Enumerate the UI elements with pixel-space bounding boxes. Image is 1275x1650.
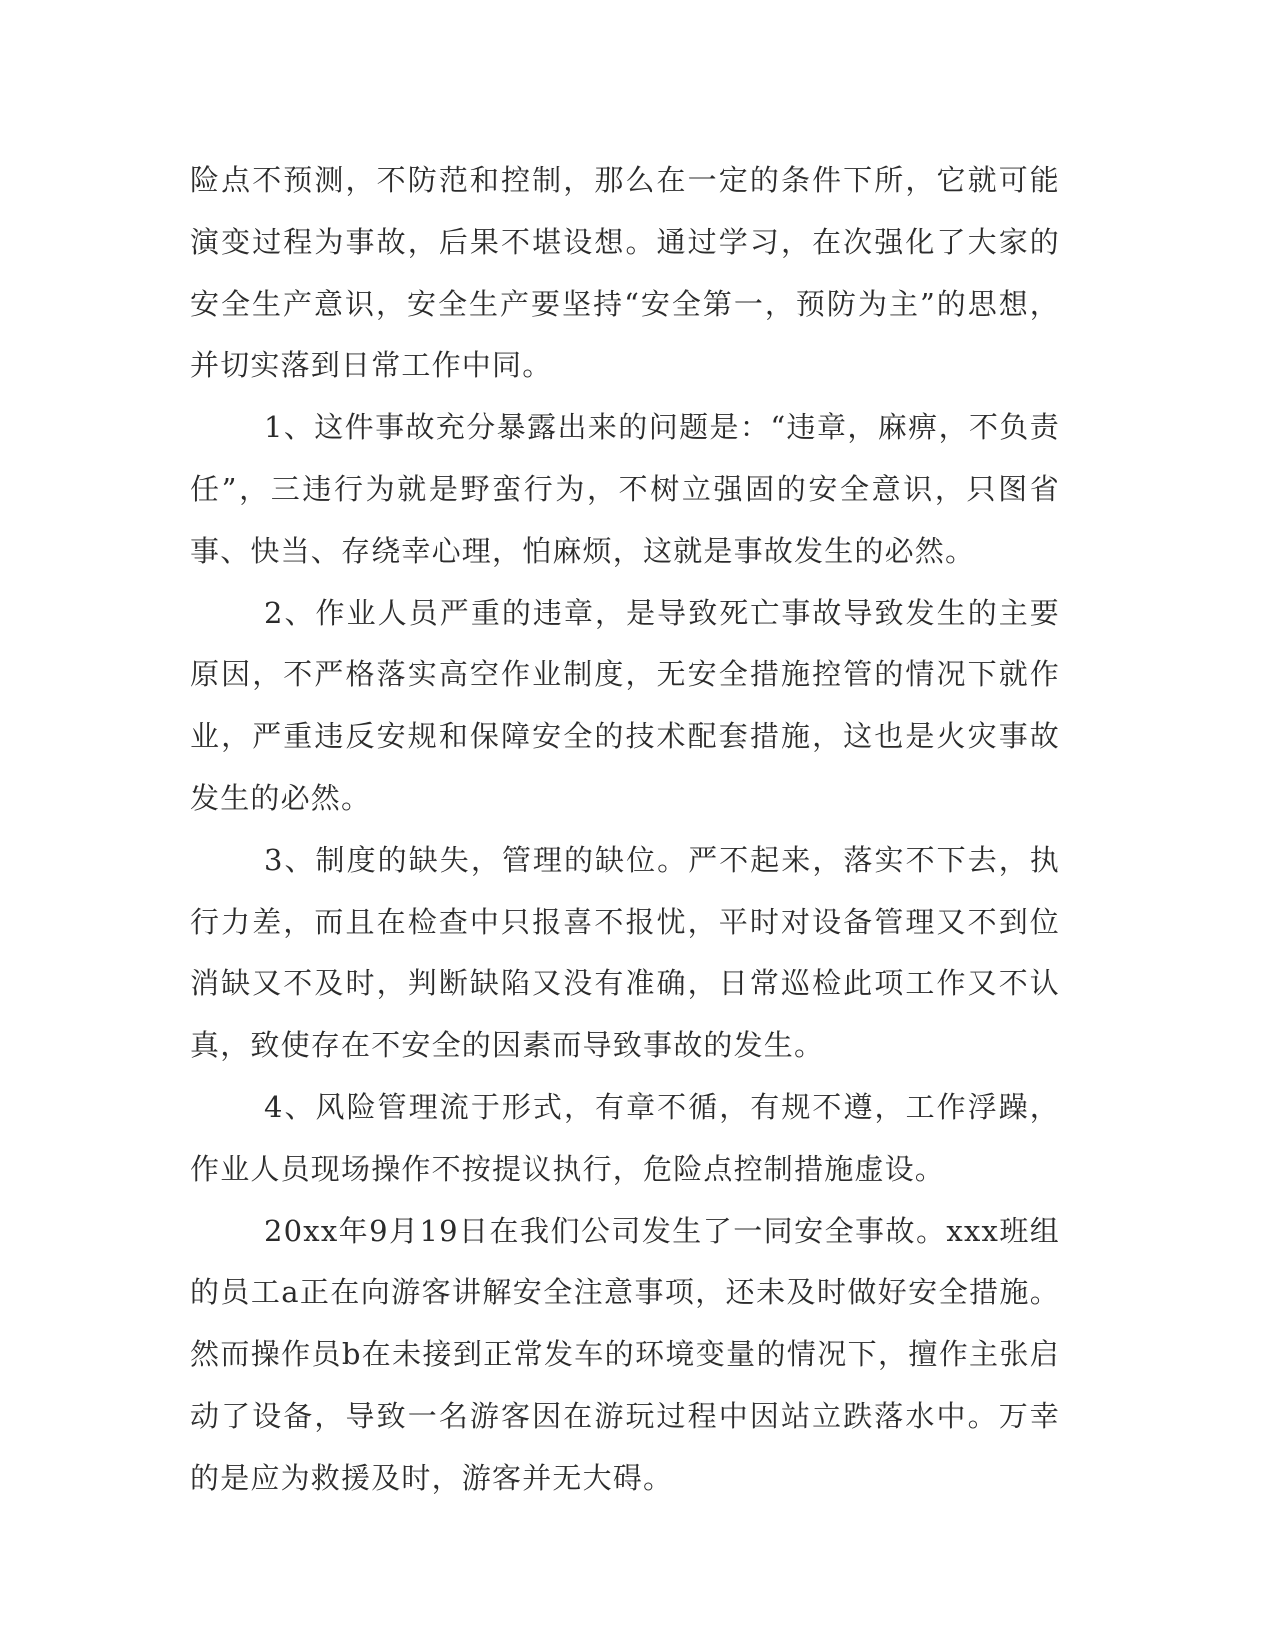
paragraph-risk-prevention: 险点不预测，不防范和控制，那么在一定的条件下所，它就可能演变过程为事故，后果不堪设想。通过学习，在次强化了大家的安全生产意识，安全生产要坚持“安全第一，预防为主”的思想，并切实落到日常工作中同。: [190, 163, 1060, 383]
paragraph-incident: 20xx年9月19日在我们公司发生了一同安全事故。xxx班组的员工a正在向游客讲解安全注意事项，还未及时做好安全措施。然而操作员b在未接到正常发车的环境变量的情况下，擅作主张启动了设备，导致一名游客因在游玩过程中因站立跌落水中。万幸的是应为救援及时，游客并无大碍。: [190, 1213, 1060, 1495]
document-body: [190, 150, 1060, 1510]
paragraph-point-4: 4、风险管理流于形式，有章不循，有规不遵，工作浮躁，作业人员现场操作不按提议执行，危险点控制措施虚设。: [190, 1089, 1060, 1186]
paragraph-point-1: 1、这件事故充分暴露出来的问题是：“违章，麻痹，不负责任”，三违行为就是野蛮行为，不树立强固的安全意识，只图省事、快当、存绕幸心理，怕麻烦，这就是事故发生的必然。: [190, 410, 1060, 568]
paragraph-point-2: 2、作业人员严重的违章，是导致死亡事故导致发生的主要原因，不严格落实高空作业制度，无安全措施控管的情况下就作业，严重违反安规和保障安全的技术配套措施，这也是火灾事故发生的必然。: [190, 595, 1060, 815]
paragraph-point-3: 3、制度的缺失，管理的缺位。严不起来，落实不下去，执行力差，而且在检查中只报喜不报忧，平时对设备管理又不到位消缺又不及时，判断缺陷又没有准确，日常巡检此项工作又不认真，致使存在不安全的因素而导致事故的发生。: [190, 842, 1060, 1063]
